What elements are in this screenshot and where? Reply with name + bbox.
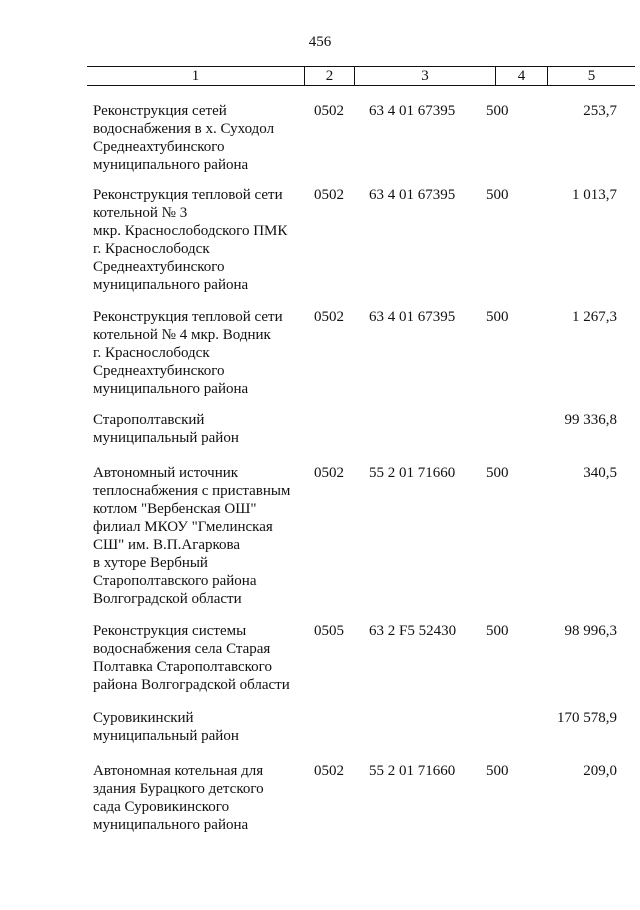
header-cell-col-4: 4 [496,67,548,85]
row-expense-type: 500 [486,763,509,779]
header-cell-col-3: 3 [355,67,496,85]
row-amount: 98 996,3 [564,623,617,639]
row-section-code: 0502 [314,309,344,325]
header-cell-col-1: 1 [87,67,305,85]
row-name: Реконструкция сетей водоснабжения в х. Суходол Среднеахтубинского муниципального района [93,103,275,173]
row-amount: 99 336,8 [564,412,617,428]
row-expense-type: 500 [486,465,509,481]
row-amount: 209,0 [583,763,617,779]
row-target-article: 63 4 01 67395 [369,309,456,325]
row-name: Автономная котельная для здания Бурацкого детского сада Суровикинского муниципального района [93,763,264,833]
header-cell-col-2: 2 [305,67,355,85]
page-number: 456 [308,34,332,50]
row-target-article: 55 2 01 71660 [369,763,456,779]
row-expense-type: 500 [486,187,509,203]
row-name: Суровикинский муниципальный район [93,710,239,744]
row-name: Реконструкция тепловой сети котельной № 4 мкр. Водник г. Краснослободск Среднеахтубинского муниципального района [93,309,283,397]
row-section-code: 0502 [314,187,344,203]
row-amount: 340,5 [583,465,617,481]
row-name: Автономный источник теплоснабжения с приставным котлом "Вербенская ОШ" филиал МКОУ "Гмелинская СШ" им. В.П.Агаркова в хуторе Вербный Старополтавского района Волгоградской области [93,465,291,607]
row-expense-type: 500 [486,309,509,325]
row-target-article: 63 4 01 67395 [369,187,456,203]
row-section-code: 0502 [314,465,344,481]
row-section-code: 0502 [314,763,344,779]
row-name: Реконструкция тепловой сети котельной № 3 мкр. Краснослободского ПМК г. Краснослободск Среднеахтубинского муниципального района [93,187,288,293]
row-name: Старополтавский муниципальный район [93,412,239,446]
row-section-code: 0502 [314,103,344,119]
table-header-row [87,66,635,86]
row-name: Реконструкция системы водоснабжения села Старая Полтавка Старополтавского района Волгоградской области [93,623,290,693]
row-amount: 170 578,9 [557,710,617,726]
row-target-article: 63 2 F5 52430 [369,623,457,639]
row-target-article: 55 2 01 71660 [369,465,456,481]
row-expense-type: 500 [486,623,509,639]
row-expense-type: 500 [486,103,509,119]
row-amount: 253,7 [583,103,617,119]
row-amount: 1 013,7 [572,187,617,203]
row-section-code: 0505 [314,623,344,639]
row-target-article: 63 4 01 67395 [369,103,456,119]
header-cell-col-5: 5 [587,68,596,84]
row-amount: 1 267,3 [572,309,617,325]
